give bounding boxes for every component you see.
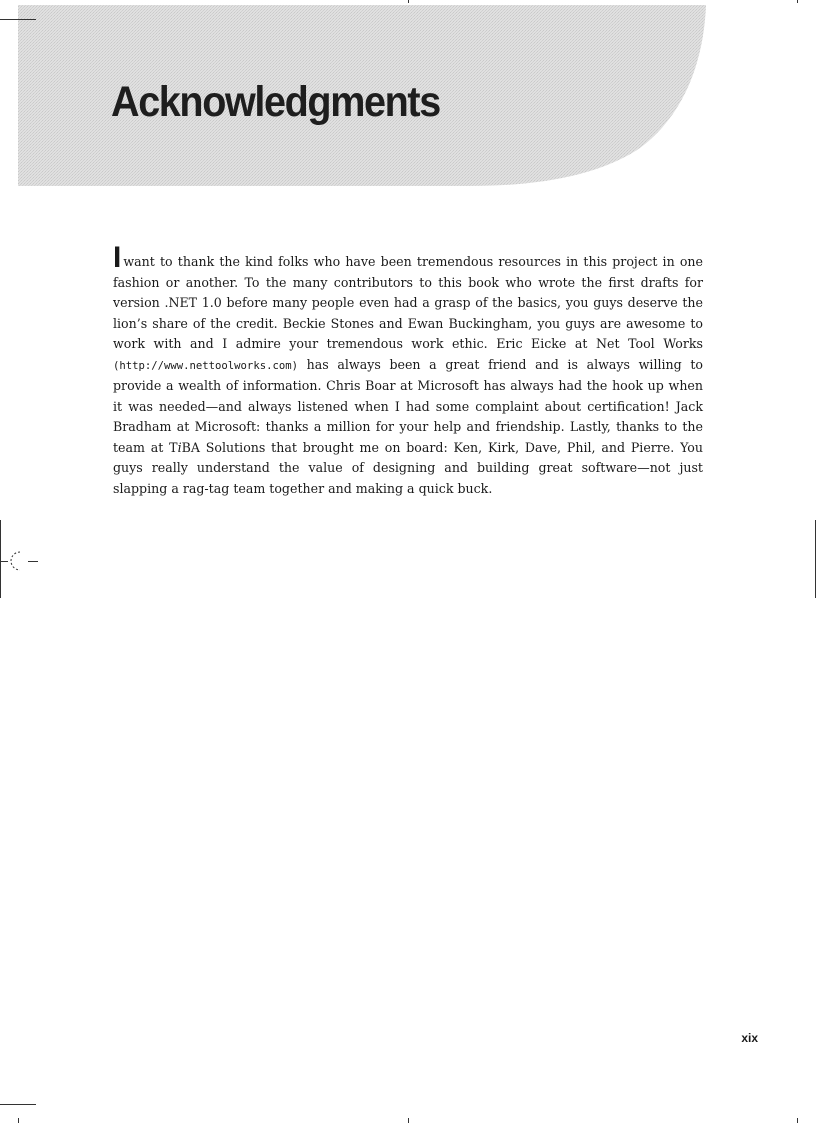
drop-cap: I [113, 241, 122, 274]
tiba-italic-letter: i [177, 439, 182, 455]
nettoolworks-url: (http://www.nettoolworks.com) [113, 359, 298, 372]
paragraph-text-part-2: has always been a great friend and is always willing to provide a wealth of information. Chris Boar at Microsoft has always had the hook up when it was needed—and always listened when I had some complaint about certification! Jack Bradham at Microsoft: thanks a million for your help and friendship. Lastly, thanks to the team at T [113, 356, 703, 455]
chapter-title: Acknowledgments [111, 78, 440, 126]
paragraph-text-part-3: BA Solutions that brought me on board: Ken, Kirk, Dave, Phil, and Pierre. You guys really understand the value of designing and building great software—not just slapping a rag-tag team together and making a quick buck. [113, 439, 703, 497]
page-number: xix [741, 1031, 758, 1045]
paragraph-text-part-1: want to thank the kind folks who have been tremendous resources in this project in one fashion or another. To the many contributors to this book who wrote the first drafts for version .NET 1.0 before many people even had a grasp of the basics, you guys deserve the lion’s share of the credit. Beckie Stones and Ewan Buckingham, you guys are awesome to work with and I admire your tremendous work ethic. Eric Eicke at Net Tool Works [113, 254, 703, 352]
